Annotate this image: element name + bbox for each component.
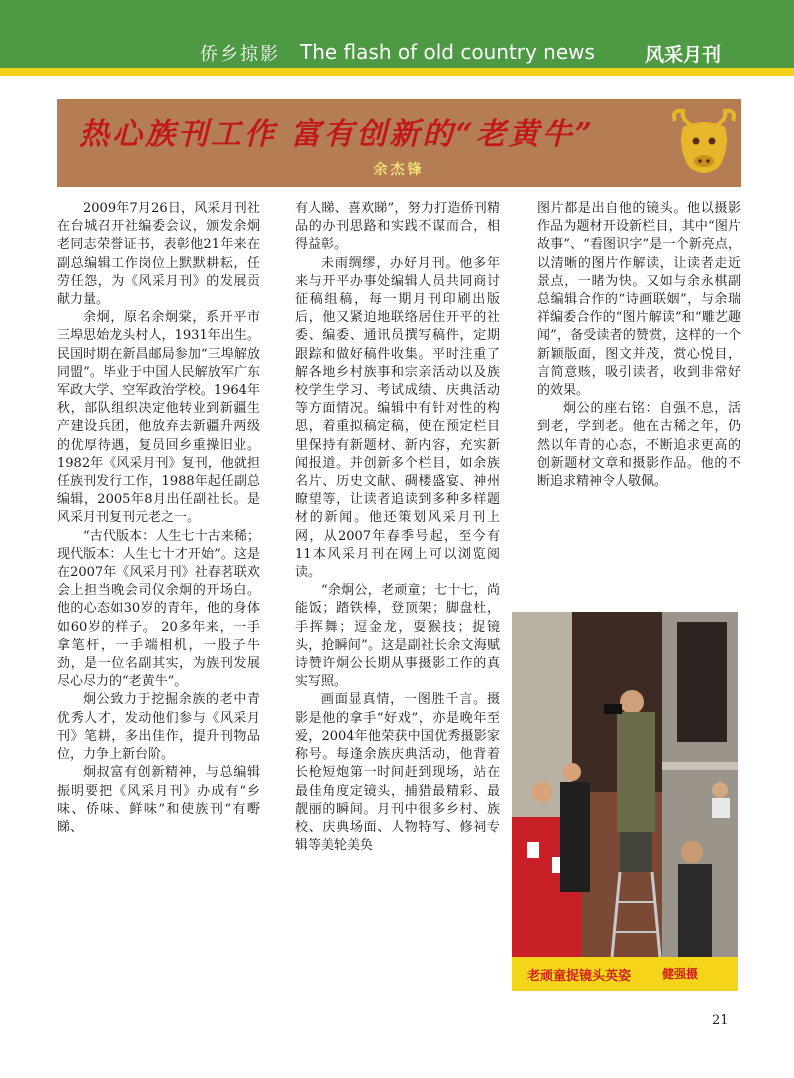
article-title: 热心族刊工作 富有创新的“老黄牛” [79,117,595,152]
photographer-photo [512,612,738,957]
paragraph-continued: 图片都是出自他的镜头。他以摄影作品为题材开设新栏目，其中“图片故事”、“看图识字”是一个新亮点，以清晰的图片作解读，让读者走近景点，一睹为快。又如与余永棋副总编辑合作的“诗画联姻”，与余瑞祥编委合作的“图片解读”和“雕艺趣闻”，备受读者的赞赏，这样的一个新颖版面，图文并茂，赏心悦目，言简意赅，吸引读者，收到非常好的效果。 [537,201,741,399]
paragraph: 未雨绸缪，办好月刊。他多年来与开平办事处编辑人员共同商讨征稿组稿，每一期月刊印刷出版后，他又紧迫地联络居住开平的社委、编委、通讯员撰写稿件，定期跟踪和做好稿件收集。平时注重了解各地乡村族事和宗亲活动以及族校学生学习、考试成绩、庆典活动等方面情况。编辑中有针对性的构思，着重拟稿定稿，使在预定栏目里保持有新题材、新内容，充实新闻报道。并创新多个栏目，如余族名片、历史文献、碉楼盛宴、神州瞭望等，让读者追读到多种多样题材的新闻。他还策划风采月刊上网，从2007年春季号起，至今有11本风采月刊在网上可以浏览阅读。 [295,255,500,581]
paragraph: 画面显真情，一图胜千言。摄影是他的拿手“好戏”，亦是晚年至爱，2004年他荣获中国优秀摄影家称号。每逢余族庆典活动，他背着长枪短炮第一时间赶到现场，站在最佳角度定镜头，捕猎最精彩、最靓丽的瞬间。月刊中很多乡村、族校、庆典场面、人物特写、修祠专辑等美轮美奂 [295,692,500,854]
paragraph: 炯公致力于挖掘余族的老中青优秀人才，发动他们参与《风采月刊》笔耕，多出佳作，提升刊物品位，力争上新台阶。 [57,692,260,763]
photo-credit: 健强摄 [662,967,699,981]
ox-emblem-icon [669,105,739,181]
photo-caption: 老顽童捉镜头英姿 [527,969,632,984]
paragraph: “古代版本：人生七十古来稀；现代版本：人生七十才开始”。这是在2007年《风采月刊》社春茗联欢会上担当晚会司仪余炯的开场白。他的心态如30岁的青年，他的身体如60岁的样子。 20多年来，一手拿笔杆，一手端相机，一股子牛劲，是一位名副其实，为族刊发展尽心尽力的“老黄牛”。 [57,528,260,690]
photo-scene-image [512,612,738,957]
article-author: 余杰锋 [373,162,425,178]
paragraph: 2009年7月26日，风采月刊社在台城召开社编委会议，颁发余炯老同志荣誉证书，表彰他21年来在副总编辑工作岗位上默默耕耘，任劳任怨，为《风采月刊》的发展贡献力量。 [57,201,260,308]
paragraph-continued: 有人睇、喜欢睇”，努力打造侨刊精品的办刊思路和实践不谋而合，相得益彰。 [295,201,500,253]
magazine-name: 风采月刊 [645,44,722,66]
article-column-3 [537,200,741,491]
article-column-1 [57,200,260,837]
section-title-en: The flash of old country news [300,40,595,64]
photo-caption-bar [512,957,738,991]
paragraph: 炯叔富有创新精神，与总编辑振明要把《风采月刊》办成有“乡味、侨味、鲜味”和使族刊“有嘢睇、 [57,765,260,835]
section-title-cn: 侨乡掠影 [200,44,280,65]
article-column-2 [295,200,500,855]
paragraph: 炯公的座右铭：自强不息，活到老，学到老。他在古稀之年，仍然以年青的心态，不断追求更高的创新题材文章和摄影作品。他的不断追求精神令人敬佩。 [537,401,741,490]
title-banner [57,99,741,187]
paragraph: “余炯公，老顽童；七十七，尚能饭；踏铁棒，登顶架；脚盘杜，手挥舞；逗金龙，耍猴技；捉镜头，抢瞬间”。这是副社长余文海赋诗赞许炯公长期从事摄影工作的真实写照。 [295,583,500,690]
header-stripe [0,68,794,76]
page-number: 21 [712,1013,729,1028]
paragraph: 余炯，原名余炯棠，系开平市三埠思始龙头村人，1931年出生。民国时期在新昌邮局参加“三埠解放同盟”。毕业于中国人民解放军广东军政大学、空军政治学校。1964年秋，部队组织决定他转业到新疆生产建设兵团，他放弃去新疆升两级的优厚待遇，复员回乡重操旧业。1982年《风采月刊》复刊，他就担任族刊发行工作，1988年起任副总编辑，2005年8月出任副社长。是风采月刊复刊元老之一。 [57,310,260,526]
